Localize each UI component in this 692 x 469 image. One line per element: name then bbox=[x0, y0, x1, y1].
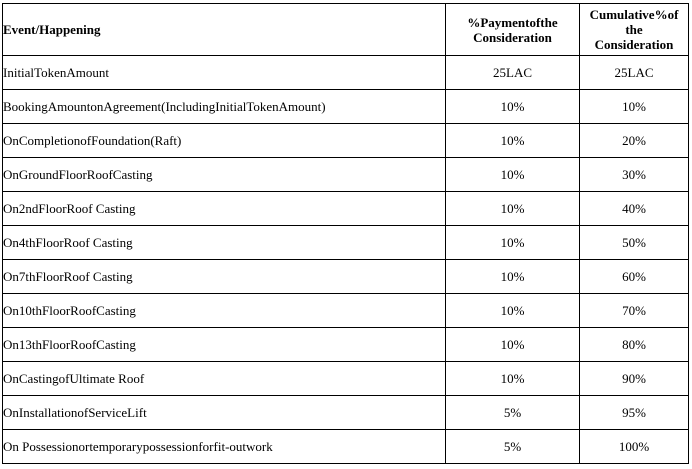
event-cell: On10thFloorRoofCasting bbox=[3, 294, 446, 328]
cumulative-cell: 80% bbox=[580, 328, 689, 362]
header-cumulative-line1: Cumulative%of bbox=[589, 7, 679, 22]
header-payment bbox=[446, 4, 580, 56]
event-cell: On13thFloorRoofCasting bbox=[3, 328, 446, 362]
table-row bbox=[3, 430, 689, 464]
cumulative-cell: 30% bbox=[580, 158, 689, 192]
event-cell: OnGroundFloorRoofCasting bbox=[3, 158, 446, 192]
table-row bbox=[3, 294, 689, 328]
payment-cell: 5% bbox=[446, 396, 580, 430]
cumulative-cell: 20% bbox=[580, 124, 689, 158]
header-payment-line2: Consideration bbox=[473, 29, 552, 45]
table-row bbox=[3, 56, 689, 90]
cumulative-cell: 40% bbox=[580, 192, 689, 226]
event-cell: InitialTokenAmount bbox=[3, 56, 446, 90]
header-cumulative-line2: the bbox=[625, 22, 643, 37]
header-row bbox=[3, 4, 689, 56]
payment-cell: 10% bbox=[446, 90, 580, 124]
table-row bbox=[3, 396, 689, 430]
payment-cell: 10% bbox=[446, 260, 580, 294]
table-row bbox=[3, 90, 689, 124]
event-cell: On Possessionortemporarypossessionforfit-outwork bbox=[3, 430, 446, 464]
cumulative-cell: 90% bbox=[580, 362, 689, 396]
event-cell: OnInstallationofServiceLift bbox=[3, 396, 446, 430]
header-payment-line1: %Paymentofthe bbox=[467, 14, 558, 30]
header-event: Event/Happening bbox=[3, 4, 446, 56]
table-row bbox=[3, 362, 689, 396]
header-cumulative bbox=[580, 4, 689, 56]
payment-cell: 10% bbox=[446, 192, 580, 226]
cumulative-cell: 50% bbox=[580, 226, 689, 260]
table-row bbox=[3, 124, 689, 158]
event-cell: BookingAmountonAgreement(IncludingInitialTokenAmount) bbox=[3, 90, 446, 124]
event-cell: OnCastingofUltimate Roof bbox=[3, 362, 446, 396]
payment-cell: 10% bbox=[446, 124, 580, 158]
payment-schedule-table bbox=[2, 3, 689, 464]
cumulative-cell: 100% bbox=[580, 430, 689, 464]
event-cell: OnCompletionofFoundation(Raft) bbox=[3, 124, 446, 158]
event-cell: On7thFloorRoof Casting bbox=[3, 260, 446, 294]
header-cumulative-line3: Consideration bbox=[594, 37, 674, 52]
table-row bbox=[3, 192, 689, 226]
payment-cell: 25LAC bbox=[446, 56, 580, 90]
cumulative-cell: 25LAC bbox=[580, 56, 689, 90]
payment-cell: 10% bbox=[446, 328, 580, 362]
payment-cell: 5% bbox=[446, 430, 580, 464]
table-body bbox=[3, 56, 689, 464]
cumulative-cell: 70% bbox=[580, 294, 689, 328]
payment-cell: 10% bbox=[446, 294, 580, 328]
cumulative-cell: 10% bbox=[580, 90, 689, 124]
payment-cell: 10% bbox=[446, 362, 580, 396]
table-row bbox=[3, 260, 689, 294]
table-row bbox=[3, 226, 689, 260]
event-cell: On2ndFloorRoof Casting bbox=[3, 192, 446, 226]
table-row bbox=[3, 158, 689, 192]
payment-cell: 10% bbox=[446, 226, 580, 260]
cumulative-cell: 95% bbox=[580, 396, 689, 430]
event-cell: On4thFloorRoof Casting bbox=[3, 226, 446, 260]
cumulative-cell: 60% bbox=[580, 260, 689, 294]
payment-cell: 10% bbox=[446, 158, 580, 192]
table-row bbox=[3, 328, 689, 362]
